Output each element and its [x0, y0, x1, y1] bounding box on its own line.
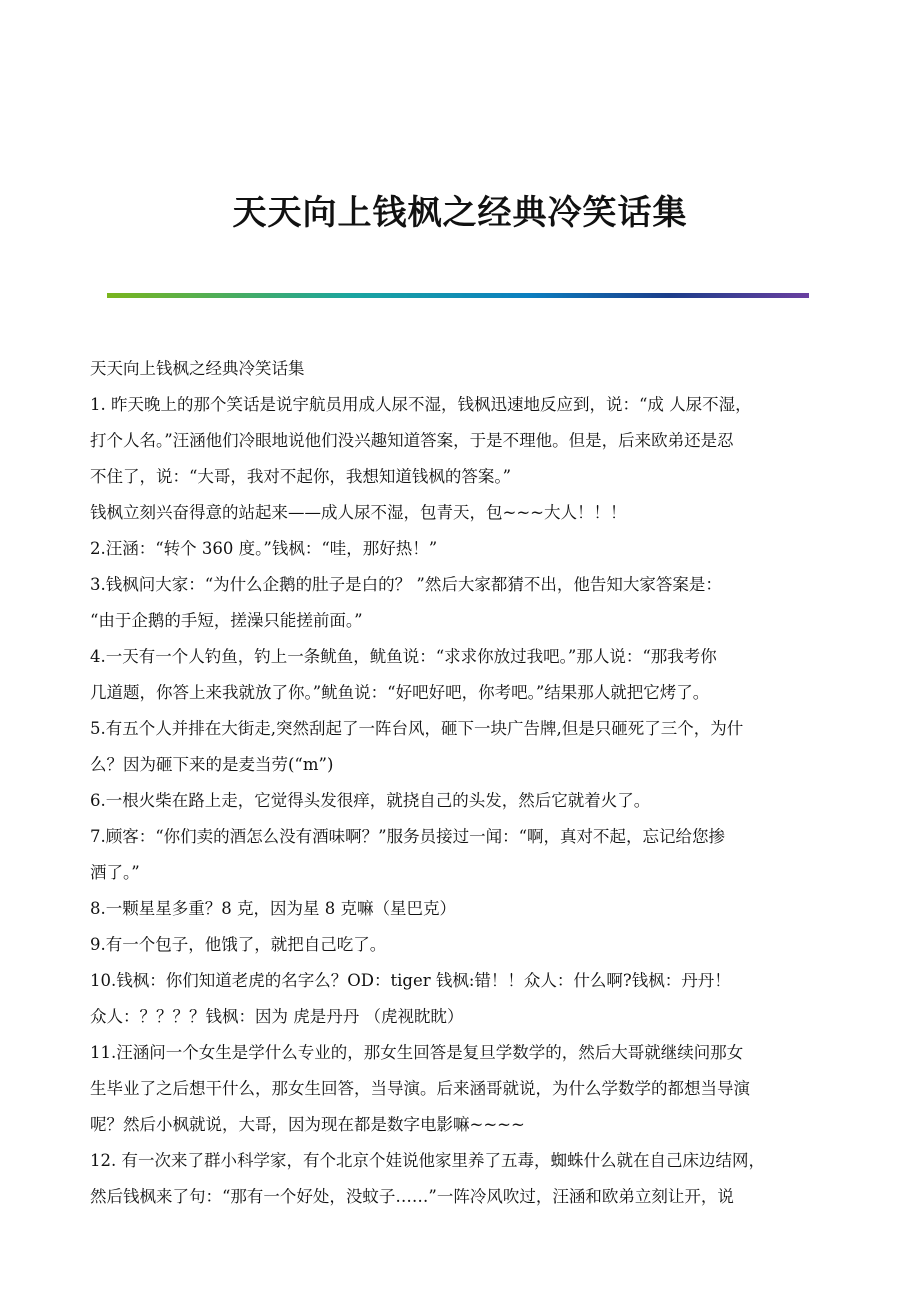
paragraph-line: “由于企鹅的手短，搓澡只能搓前面。” — [90, 611, 363, 630]
paragraph-line: 4.一天有一个人钓鱼，钓上一条鱿鱼，鱿鱼说：“求求你放过我吧。”那人说：“那我考你 — [90, 647, 717, 666]
paragraph-line: 钱枫立刻兴奋得意的站起来——成人尿不湿，包青天，包~~~大人！！！ — [90, 503, 627, 522]
paragraph-line: 6.一根火柴在路上走，它觉得头发很痒，就挠自己的头发，然后它就着火了。 — [90, 791, 651, 810]
paragraph-line: 7.顾客：“你们卖的酒怎么没有酒味啊？”服务员接过一闻：“啊，真对不起，忘记给您掺 — [90, 827, 726, 846]
paragraph-line: 呢？然后小枫就说，大哥，因为现在都是数字电影嘛~~~~ — [90, 1115, 525, 1134]
paragraph-line: 8.一颗星星多重？8 克，因为星 8 克嘛（星巴克） — [90, 899, 456, 918]
paragraph-line: 10.钱枫：你们知道老虎的名字么？OD：tiger 钱枫:错！！众人：什么啊?钱枫：丹丹！ — [90, 971, 731, 990]
paragraph-line: 么？因为砸下来的是麦当劳(“m”) — [90, 755, 334, 774]
document-body — [90, 356, 850, 1220]
paragraph-line: 5.有五个人并排在大街走,突然刮起了一阵台风，砸下一块广告牌,但是只砸死了三个，为什 — [90, 719, 744, 738]
paragraph-line: 2.汪涵：“转个 360 度。”钱枫：“哇，那好热！” — [90, 539, 438, 558]
paragraph-line: 生毕业了之后想干什么，那女生回答，当导演。后来涵哥就说，为什么学数学的都想当导演 — [90, 1079, 750, 1098]
paragraph-line: 1. 昨天晚上的那个笑话是说宇航员用成人尿不湿，钱枫迅速地反应到，说：“成 人尿不湿， — [90, 395, 752, 414]
paragraph-line: 然后钱枫来了句：“那有一个好处，没蚊子……”一阵冷风吹过，汪涵和欧弟立刻让开，说 — [90, 1187, 734, 1206]
paragraph-line: 酒了。” — [90, 863, 140, 882]
paragraph-line: 12. 有一次来了群小科学家，有个北京个娃说他家里养了五毒，蜘蛛什么就在自己床边结网， — [90, 1151, 765, 1170]
paragraph-line: 9.有一个包子，他饿了，就把自己吃了。 — [90, 935, 387, 954]
paragraph-line: 不住了，说：“大哥，我对不起你，我想知道钱枫的答案。” — [90, 467, 512, 486]
title-divider — [107, 293, 809, 298]
paragraph-line: 打个人名。”汪涵他们冷眼地说他们没兴趣知道答案，于是不理他。但是，后来欧弟还是忍 — [90, 431, 734, 450]
paragraph-line: 天天向上钱枫之经典冷笑话集 — [90, 359, 305, 378]
document-title: 天天向上钱枫之经典冷笑话集 — [232, 193, 688, 233]
paragraph-line: 众人：？？？？钱枫：因为 虎是丹丹 （虎视眈眈） — [90, 1007, 464, 1026]
paragraph-line: 几道题，你答上来我就放了你。”鱿鱼说：“好吧好吧，你考吧。”结果那人就把它烤了。 — [90, 683, 710, 702]
paragraph-line: 3.钱枫问大家：“为什么企鹅的肚子是白的？ ”然后大家都猜不出，他告知大家答案是： — [90, 575, 722, 594]
paragraph-line: 11.汪涵问一个女生是学什么专业的，那女生回答是复旦学数学的，然后大哥就继续问那女 — [90, 1043, 744, 1062]
